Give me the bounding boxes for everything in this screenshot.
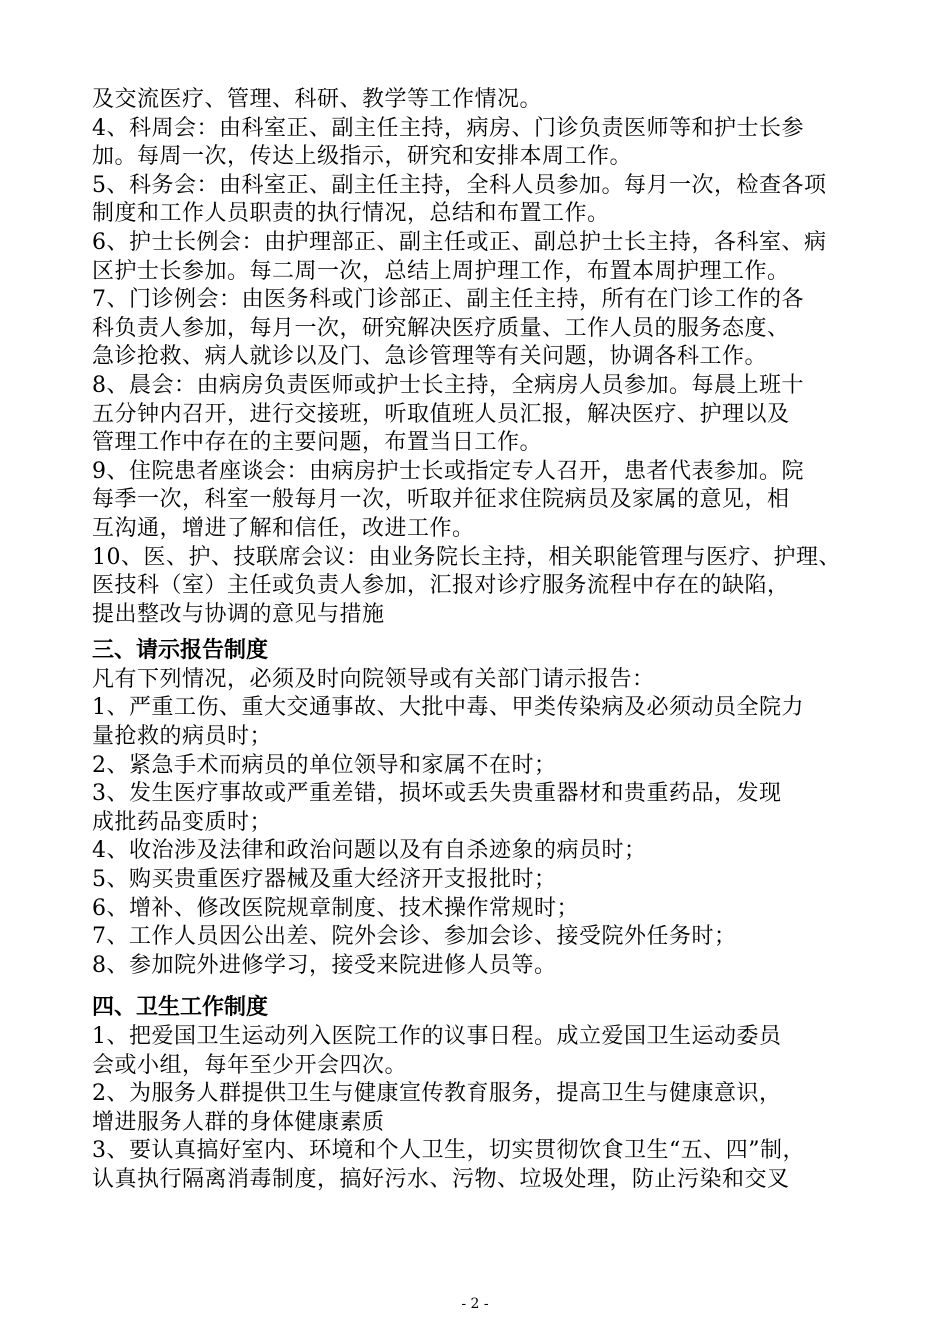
text-line: 9、住院患者座谈会：由病房护士长或指定专人召开，患者代表参加。院 bbox=[92, 458, 804, 484]
text-line: 增进服务人群的身体健康素质 bbox=[92, 1109, 385, 1135]
text-line: 6、护士长例会：由护理部正、副主任或正、副总护士长主持，各科室、病 bbox=[92, 229, 827, 255]
text-line: 2、紧急手术而病员的单位领导和家属不在时； bbox=[92, 752, 557, 778]
paragraph-block-hygiene bbox=[92, 1023, 860, 1195]
text-line: 1、把爱国卫生运动列入医院工作的议事日程。成立爱国卫生运动委员 bbox=[92, 1024, 782, 1049]
text-line: 7、门诊例会：由医务科或门诊部正、副主任主持，所有在门诊工作的各 bbox=[92, 287, 804, 313]
text-line: 4、收治涉及法律和政治问题以及有自杀迹象的病员时； bbox=[92, 838, 647, 864]
text-line: 区护士长参加。每二周一次，总结上周护理工作，布置本周护理工作。 bbox=[92, 258, 790, 284]
text-line: 6、增补、修改医院规章制度、技术操作常规时； bbox=[92, 895, 579, 921]
spacer bbox=[92, 980, 860, 994]
text-line: 3、发生医疗事故或严重差错，损坏或丢失贵重器材和贵重药品，发现 bbox=[92, 781, 782, 807]
text-line: 量抢救的病员时； bbox=[92, 724, 273, 750]
page-number: - 2 - bbox=[461, 1296, 489, 1312]
text-line: 五分钟内召开，进行交接班，听取值班人员汇报，解决医疗、护理以及 bbox=[92, 401, 790, 427]
text-line: 认真执行隔离消毒制度，搞好污水、污物、垃圾处理，防止污染和交叉 bbox=[92, 1166, 790, 1192]
text-line: 4、科周会：由科室正、副主任主持，病房、门诊负责医师等和护士长参 bbox=[92, 115, 804, 141]
text-line: 提出整改与协调的意见与措施 bbox=[92, 601, 385, 627]
text-line: 会或小组，每年至少开会四次。 bbox=[92, 1052, 408, 1078]
text-line: 8、参加院外进修学习，接受来院进修人员等。 bbox=[92, 952, 557, 978]
spacer bbox=[92, 629, 860, 637]
text-line: 互沟通，增进了解和信任，改进工作。 bbox=[92, 515, 475, 541]
text-line: 成批药品变质时； bbox=[92, 809, 273, 835]
text-line: 5、科务会：由科室正、副主任主持，全科人员参加。每月一次，检查各项 bbox=[92, 172, 827, 198]
text-line: 每季一次，科室一般每月一次，听取并征求住院病员及家属的意见，相 bbox=[92, 487, 790, 513]
text-line: 制度和工作人员职责的执行情况，总结和布置工作。 bbox=[92, 201, 610, 227]
section-heading-report-system: 三、请示报告制度 bbox=[92, 638, 269, 664]
paragraph-block-report bbox=[92, 666, 860, 981]
text-line: 2、为服务人群提供卫生与健康宣传教育服务，提高卫生与健康意识， bbox=[92, 1081, 782, 1107]
text-line: 凡有下列情况，必须及时向院领导或有关部门请示报告： bbox=[92, 666, 655, 692]
text-line: 7、工作人员因公出差、院外会诊、参加会诊、接受院外任务时； bbox=[92, 924, 737, 950]
text-line: 医技科（室）主任或负责人参加，汇报对诊疗服务流程中存在的缺陷， bbox=[92, 573, 790, 599]
text-line: 加。每周一次，传达上级指示，研究和安排本周工作。 bbox=[92, 144, 633, 170]
document-body bbox=[92, 86, 860, 1195]
text-line: 科负责人参加，每月一次，研究解决医疗质量、工作人员的服务态度、 bbox=[92, 315, 790, 341]
text-line: 10、医、护、技联席会议：由业务院长主持，相关职能管理与医疗、护理、 bbox=[92, 544, 841, 570]
text-line: 管理工作中存在的主要问题，布置当日工作。 bbox=[92, 430, 543, 456]
paragraph-block-meetings bbox=[92, 86, 860, 629]
text-line: 急诊抢救、病人就诊以及门、急诊管理等有关问题，协调各科工作。 bbox=[92, 344, 768, 370]
section-heading-hygiene-system: 四、卫生工作制度 bbox=[92, 995, 269, 1021]
text-line: 3、要认真搞好室内、环境和个人卫生，切实贯彻饮食卫生“五、四”制， bbox=[92, 1138, 805, 1164]
text-line: 1、严重工伤、重大交通事故、大批中毒、甲类传染病及必须动员全院力 bbox=[92, 695, 804, 721]
text-line: 5、购买贵重医疗器械及重大经济开支报批时； bbox=[92, 867, 557, 893]
text-line: 及交流医疗、管理、科研、教学等工作情况。 bbox=[92, 87, 543, 112]
text-line: 8、晨会：由病房负责医师或护士长主持，全病房人员参加。每晨上班十 bbox=[92, 372, 804, 398]
